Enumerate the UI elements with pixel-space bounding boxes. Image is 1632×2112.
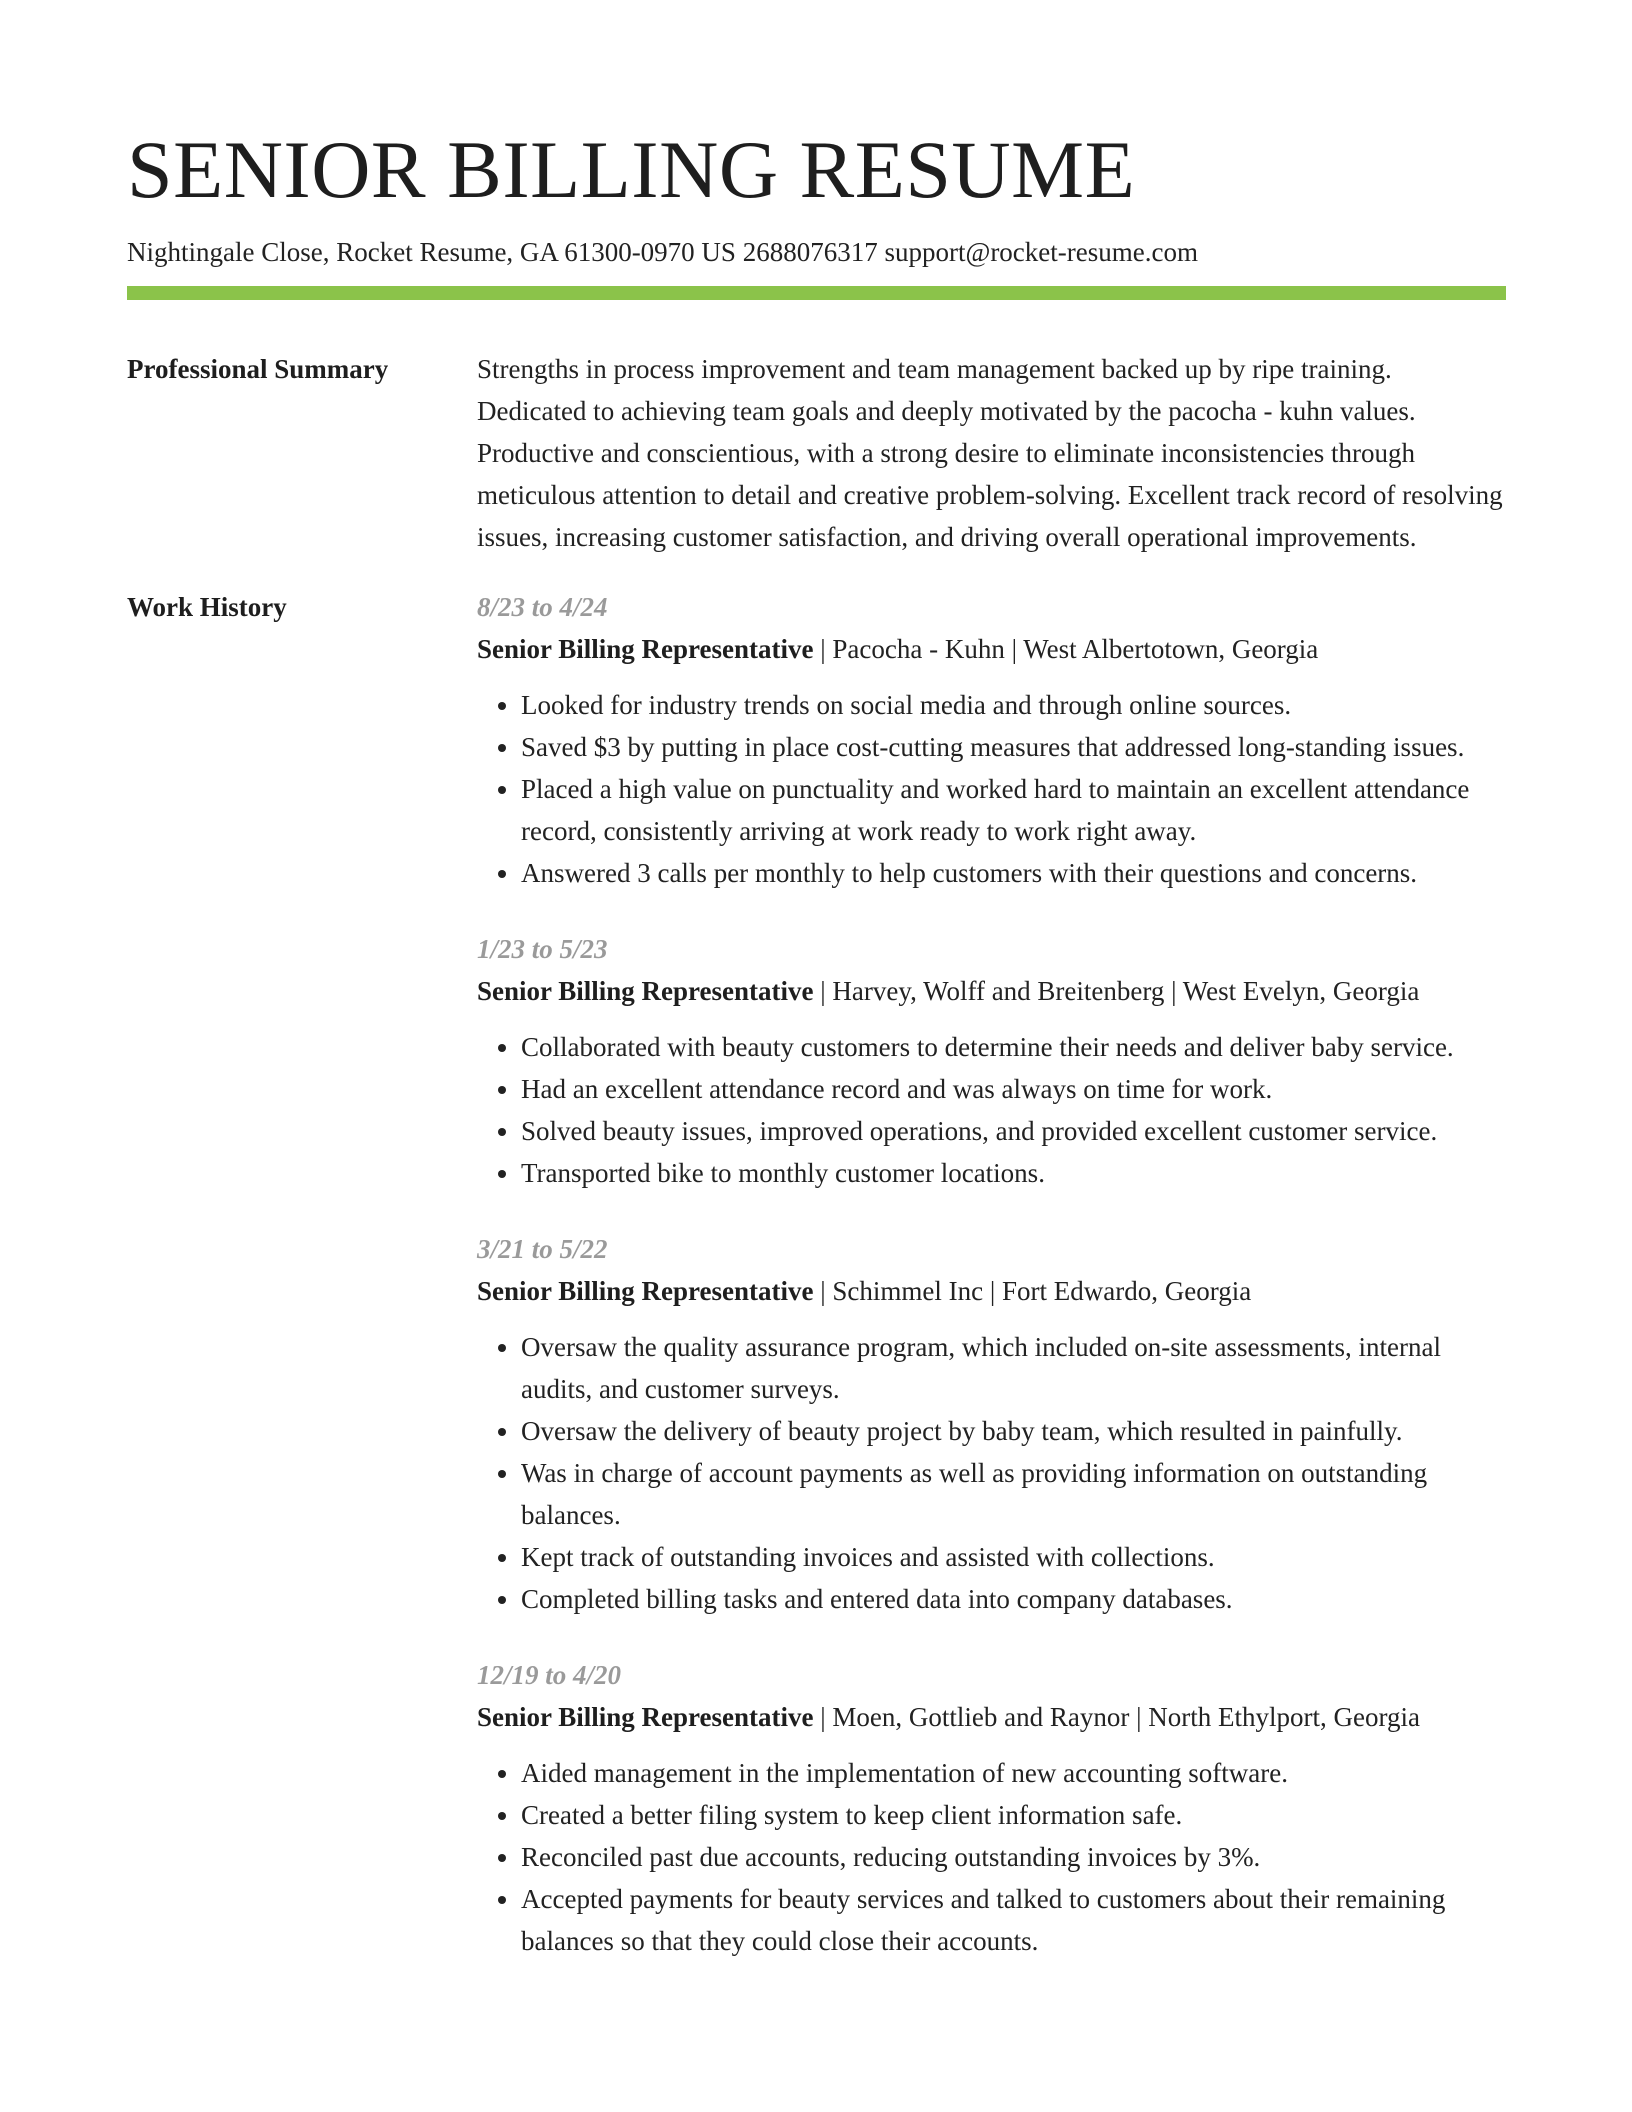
job-entry — [477, 928, 1506, 1194]
job-bullet: • Looked for industry trends on social media and through online sources. — [521, 684, 1506, 726]
job-dates: 8/23 to 4/24 — [477, 592, 608, 622]
job-employer-location: | Pacocha - Kuhn | West Albertotown, Georgia — [813, 634, 1319, 664]
job-bullets — [477, 1026, 1506, 1194]
job-bullet: • Solved beauty issues, improved operations, and provided excellent customer service. — [521, 1110, 1506, 1152]
job-bullet: • Aided management in the implementation of new accounting software. — [521, 1752, 1506, 1794]
job-entry — [477, 586, 1506, 894]
job-bullet: • Accepted payments for beauty services and talked to customers about their remaining balances so that they could close their accounts. — [521, 1878, 1506, 1962]
job-dates: 12/19 to 4/20 — [477, 1660, 622, 1690]
job-bullets — [477, 1752, 1506, 1962]
job-dates: 1/23 to 5/23 — [477, 934, 608, 964]
accent-divider — [127, 286, 1506, 300]
professional-summary-section — [127, 348, 1506, 558]
job-bullet: • Collaborated with beauty customers to determine their needs and deliver baby service. — [521, 1026, 1506, 1068]
job-bullet: • Kept track of outstanding invoices and assisted with collections. — [521, 1536, 1506, 1578]
contact-info: Nightingale Close, Rocket Resume, GA 61300-0970 US 2688076317 support@rocket-resume.com — [127, 237, 1198, 267]
job-heading — [477, 1696, 1506, 1738]
job-heading — [477, 1270, 1506, 1312]
job-bullet: • Reconciled past due accounts, reducing outstanding invoices by 3%. — [521, 1836, 1506, 1878]
work-history-section — [127, 586, 1506, 1996]
job-title: Senior Billing Representative — [477, 976, 814, 1006]
job-entry — [477, 1654, 1506, 1962]
job-title: Senior Billing Representative — [477, 1702, 814, 1732]
job-bullet: • Transported bike to monthly customer locations. — [521, 1152, 1506, 1194]
job-entry — [477, 1228, 1506, 1620]
summary-text: Strengths in process improvement and team management backed up by ripe training. Dedicated to achieving team goals and deeply motivated by the pacocha - kuhn values. Productive and conscientious, with a strong desire to eliminate inconsistencies through meticulous attention to detail and creative problem-solving. Excellent track record of resolving issues, increasing customer satisfaction, and driving overall operational improvements. — [477, 354, 1503, 552]
job-bullet: • Answered 3 calls per monthly to help customers with their questions and concerns. — [521, 852, 1506, 894]
section-label-work-history: Work History — [127, 592, 287, 622]
job-bullet: • Oversaw the quality assurance program, which included on-site assessments, internal audits, and customer surveys. — [521, 1326, 1506, 1410]
job-bullet: • Was in charge of account payments as well as providing information on outstanding balances. — [521, 1452, 1506, 1536]
job-bullet: • Oversaw the delivery of beauty project by baby team, which resulted in painfully. — [521, 1410, 1506, 1452]
page-title: SENIOR BILLING RESUME — [127, 124, 1136, 215]
job-bullet: • Placed a high value on punctuality and worked hard to maintain an excellent attendance record, consistently arriving at work ready to work right away. — [521, 768, 1506, 852]
job-heading — [477, 628, 1506, 670]
job-title: Senior Billing Representative — [477, 1276, 814, 1306]
job-bullet: • Created a better filing system to keep client information safe. — [521, 1794, 1506, 1836]
job-bullet: • Had an excellent attendance record and was always on time for work. — [521, 1068, 1506, 1110]
job-bullets — [477, 684, 1506, 894]
job-bullets — [477, 1326, 1506, 1620]
work-history-list — [477, 586, 1506, 1996]
job-heading — [477, 970, 1506, 1012]
job-bullet: • Completed billing tasks and entered data into company databases. — [521, 1578, 1506, 1620]
job-employer-location: | Moen, Gottlieb and Raynor | North Ethylport, Georgia — [813, 1702, 1420, 1732]
job-bullet: • Saved $3 by putting in place cost-cutting measures that addressed long-standing issues. — [521, 726, 1506, 768]
job-title: Senior Billing Representative — [477, 634, 814, 664]
job-employer-location: | Schimmel Inc | Fort Edwardo, Georgia — [813, 1276, 1252, 1306]
job-employer-location: | Harvey, Wolff and Breitenberg | West Evelyn, Georgia — [813, 976, 1420, 1006]
job-dates: 3/21 to 5/22 — [477, 1234, 608, 1264]
section-label-summary: Professional Summary — [127, 354, 389, 384]
